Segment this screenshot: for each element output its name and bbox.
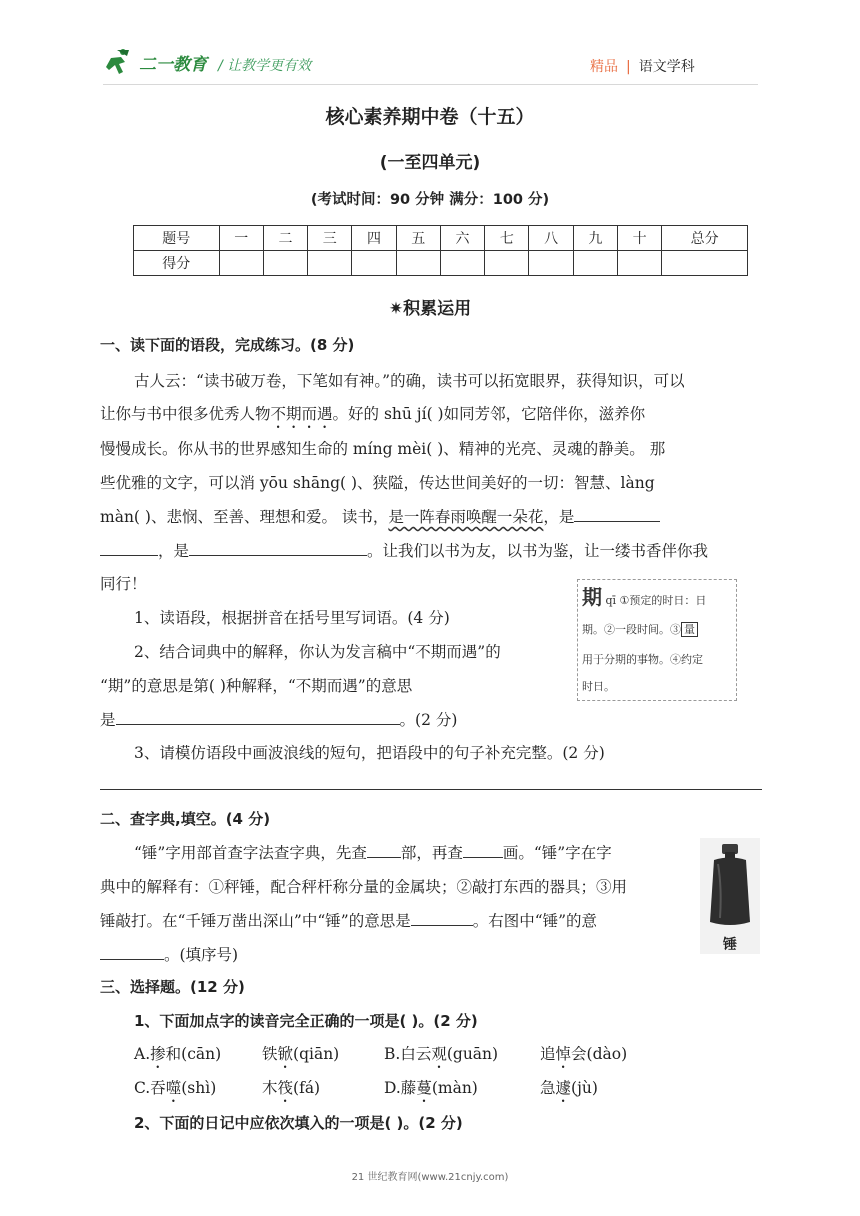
answer-blank[interactable]	[189, 555, 367, 556]
text-span: 是	[100, 711, 116, 729]
text-span: “锤”字用部首查字法查字典，先查	[134, 844, 367, 862]
text-span: 铁	[262, 1045, 278, 1063]
text-span: 急	[540, 1079, 556, 1097]
table-cell: 得分	[134, 251, 220, 276]
table-cell: 一	[219, 226, 263, 251]
score-cell[interactable]	[352, 251, 396, 276]
dotted-phrase: 不期而遇	[270, 405, 333, 423]
dotted-char: 筏	[277, 1079, 294, 1097]
choice-option-a[interactable]	[134, 1042, 221, 1072]
dictionary-char: 期	[582, 585, 602, 609]
paragraph-line: 同行！	[100, 575, 147, 593]
table-cell: 三	[308, 226, 352, 251]
score-cell[interactable]	[396, 251, 440, 276]
dotted-char: 蔓	[416, 1079, 432, 1097]
score-cell[interactable]	[529, 251, 573, 276]
text-span: 和(cān)	[165, 1045, 222, 1063]
paragraph-line	[134, 841, 694, 863]
page-title: 核心素养期中卷（十五）	[325, 106, 535, 128]
text-span: 让你与书中很多优秀人物	[100, 405, 271, 423]
table-cell: 二	[263, 226, 307, 251]
text-span: B.白云	[384, 1045, 432, 1063]
dotted-char: 遽	[555, 1079, 572, 1097]
choice-option-text	[540, 1076, 598, 1106]
dictionary-line: qī ①预定的时日：日	[605, 594, 707, 607]
text-span: màn( )、悲悯、至善、理想和爱。 读书，	[100, 508, 389, 526]
text-span: A.	[134, 1045, 151, 1063]
page-subtitle: (一至四单元)	[379, 153, 481, 173]
answer-blank[interactable]	[100, 959, 164, 960]
paragraph-line	[100, 909, 692, 931]
table-cell: 六	[440, 226, 484, 251]
text-span: 部，再查	[400, 844, 463, 862]
table-cell: 十	[617, 226, 661, 251]
sub-question: 1、下面加点字的读音完全正确的一项是( )。(2 分)	[134, 1012, 478, 1030]
brand-logo	[103, 48, 207, 76]
paragraph-line: 慢慢成长。你从书的世界感知生命的 míng mèi( )、精神的光亮、灵魂的静美。 那	[100, 440, 666, 458]
paragraph-line	[100, 539, 762, 561]
text-span: ，是	[158, 542, 190, 560]
question-1-heading: 一、读下面的语段，完成练习。(8 分)	[100, 336, 355, 354]
score-cell[interactable]	[440, 251, 484, 276]
text-span: 。(填序号)	[164, 946, 239, 964]
answer-blank[interactable]	[574, 521, 660, 522]
table-cell: 九	[573, 226, 617, 251]
table-cell: 题号	[134, 226, 220, 251]
paragraph-line: 典中的解释有：①秤锤，配合秤杆称分量的金属块；②敲打东西的器具；③用	[100, 878, 628, 896]
quality-label: 精品	[590, 59, 618, 75]
score-cell[interactable]	[219, 251, 263, 276]
sub-question: 3、请模仿语段中画波浪线的短句，把语段中的句子补充完整。(2 分)	[134, 744, 605, 762]
score-cell[interactable]	[485, 251, 529, 276]
table-cell: 总分	[662, 226, 748, 251]
text-span: 锤敲打。在“千锤万凿出深山”中“锤”的意思是	[100, 912, 411, 930]
exam-info: (考试时间：90 分钟 满分：100 分)	[310, 192, 550, 208]
dotted-char: 噬	[165, 1079, 182, 1097]
dictionary-line: 期。②一段时间。③	[582, 623, 681, 636]
paragraph-line: 古人云：“读书破万卷，下笔如有神。”的确，读书可以拓宽眼界，获得知识，可以	[134, 372, 685, 390]
section-title: ✷积累运用	[388, 299, 472, 319]
dictionary-boxed-char: 量	[681, 622, 698, 637]
text-span: 。让我们以书为友，以书为鉴，让一缕书香伴你我	[367, 542, 709, 560]
answer-blank[interactable]	[100, 555, 158, 556]
wavy-underlined-phrase: 是一阵春雨唤醒一朵花	[388, 508, 544, 526]
score-cell[interactable]	[617, 251, 661, 276]
choice-option-d[interactable]	[384, 1076, 478, 1106]
sub-question: 1、读语段，根据拼音在括号里写词语。(4 分)	[134, 609, 450, 627]
table-cell: 五	[396, 226, 440, 251]
choice-option-c[interactable]	[134, 1076, 216, 1106]
score-cell[interactable]	[573, 251, 617, 276]
text-span: 。好的 shū jí( )如同芳邻，它陪伴你，滋养你	[332, 405, 646, 423]
header-separator: |	[626, 59, 631, 75]
table-cell: 七	[485, 226, 529, 251]
score-table-header-row	[134, 226, 748, 251]
text-span: (qiān)	[293, 1045, 340, 1063]
sub-question: 2、结合词典中的解释，你认为发言稿中“不期而遇”的	[134, 643, 501, 661]
question-3-heading: 三、选择题。(12 分)	[100, 978, 245, 996]
paragraph-line	[100, 402, 762, 432]
table-cell: 四	[352, 226, 396, 251]
runner-logo-icon	[103, 48, 133, 76]
text-span: 会(dào)	[571, 1045, 628, 1063]
answer-blank[interactable]	[116, 724, 400, 725]
text-span: C.吞	[134, 1079, 166, 1097]
text-span: 追	[540, 1045, 556, 1063]
answer-line[interactable]	[100, 789, 762, 790]
page-footer: 21 世纪教育网(www.21cnjy.com)	[351, 1172, 509, 1183]
table-cell: 八	[529, 226, 573, 251]
weight-image	[700, 838, 760, 953]
header-right	[590, 56, 695, 76]
sub-question-line: “期”的意思是第( )种解释，“不期而遇”的意思	[100, 677, 413, 695]
text-span: 。右图中“锤”的意	[472, 912, 598, 930]
score-table-score-row	[134, 251, 748, 276]
dictionary-line: 用于分期的事物。④约定	[582, 653, 703, 666]
text-span: 木	[262, 1079, 278, 1097]
text-span: 画。“锤”字在字	[502, 844, 612, 862]
header-divider	[103, 84, 758, 85]
answer-blank[interactable]	[463, 857, 503, 858]
dotted-char: 掺	[150, 1045, 166, 1063]
sub-question: 2、下面的日记中应依次填入的一项是( )。(2 分)	[134, 1114, 463, 1132]
text-span: ，是	[543, 508, 575, 526]
dotted-char: 锨	[277, 1045, 294, 1063]
text-span: (guān)	[446, 1045, 499, 1063]
slogan: / 让教学更有效	[218, 58, 312, 74]
paragraph-line: 些优雅的文字，可以消 yōu shāng( )、狭隘，传达世间美好的一切：智慧、làng	[100, 474, 655, 492]
score-table	[133, 225, 748, 276]
weight-icon	[700, 838, 760, 934]
score-cell[interactable]	[308, 251, 352, 276]
text-span: 。(2 分)	[399, 711, 458, 729]
text-span: D.藤	[384, 1079, 417, 1097]
choice-option-text	[262, 1076, 320, 1106]
paragraph-line	[100, 505, 762, 527]
score-cell[interactable]	[662, 251, 748, 276]
text-span: (shì)	[181, 1079, 217, 1097]
paragraph-line	[100, 943, 762, 965]
text-span: (fá)	[293, 1079, 321, 1097]
dotted-char: 观	[431, 1045, 447, 1063]
choice-option-text	[540, 1042, 627, 1072]
choice-option-b[interactable]	[384, 1042, 498, 1072]
answer-blank[interactable]	[367, 857, 401, 858]
dictionary-line: 时日。	[582, 680, 615, 693]
text-span: (jù)	[571, 1079, 598, 1097]
subject-label: 语文学科	[638, 59, 695, 75]
dictionary-entry	[577, 579, 737, 701]
choice-option-text	[262, 1042, 339, 1072]
score-cell[interactable]	[263, 251, 307, 276]
answer-blank[interactable]	[411, 925, 473, 926]
dotted-char: 悼	[555, 1045, 572, 1063]
logo-text: 二一教育	[139, 54, 207, 75]
question-2-heading: 二、查字典,填空。(4 分)	[100, 810, 271, 828]
image-caption: 锤	[700, 934, 760, 954]
text-span: (màn)	[431, 1079, 478, 1097]
sub-question-line	[100, 708, 762, 730]
